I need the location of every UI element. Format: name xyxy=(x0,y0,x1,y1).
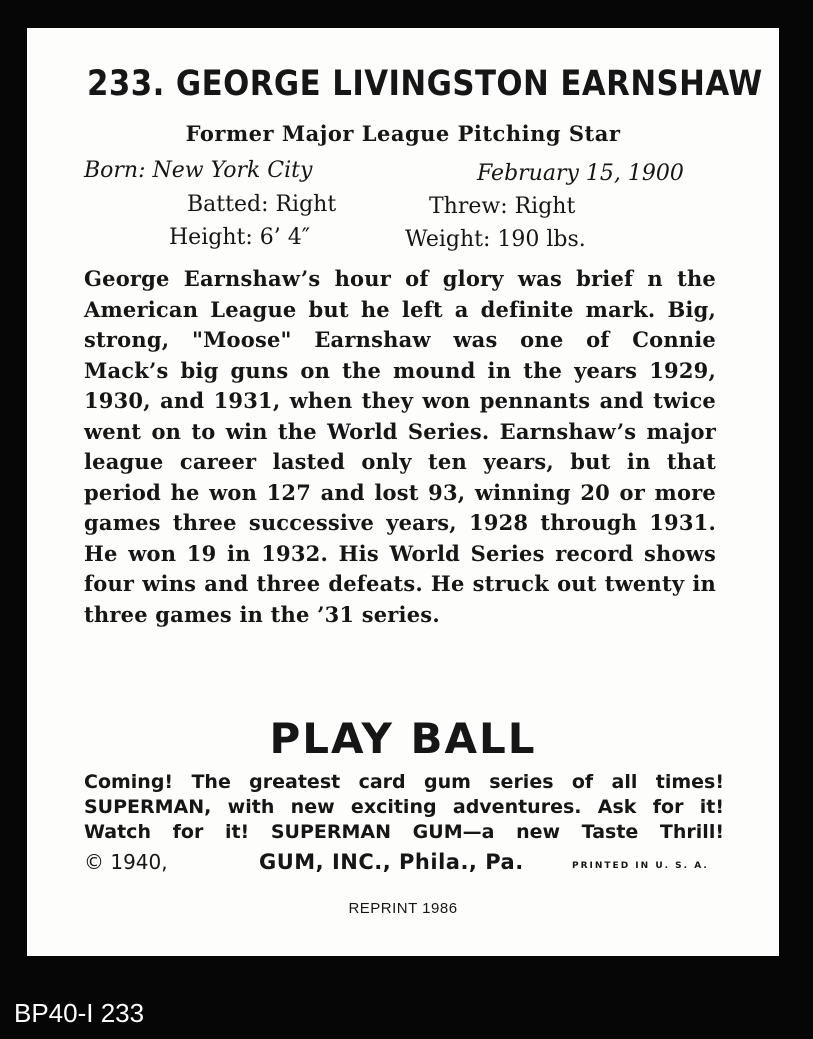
height: Height: 6’ 4″ xyxy=(169,225,310,250)
born-place: Born: New York City xyxy=(84,158,313,183)
weight: Weight: 190 lbs. xyxy=(405,227,586,252)
born-date: February 15, 1900 xyxy=(477,161,684,186)
catalog-caption: BP40-I 233 xyxy=(14,998,145,1028)
biography: George Earnshaw’s hour of glory was brief n the American League but he left a definite mark. Big, strong, "Moose" Earnshaw was one of Connie Mack’s big guns on the mound in the years 1929, 1930, and 1931, when they won pennants and twice went on to win the World Series. Earnshaw’s major league career lasted only ten years, but in that period he won 127 and lost 93, winning 20 or more games three successive years, 1928 through 1931. He won 19 in 1932. His World Series record shows four wins and three defeats. He struck out twenty in three games in the ’31 series. xyxy=(84,266,716,627)
promo-text xyxy=(84,770,724,845)
batted: Batted: Right xyxy=(187,192,337,217)
reprint-note: REPRINT 1986 xyxy=(348,900,458,917)
promo-line: Watch for it! SUPERMAN GUM—a new Taste Thrill! xyxy=(84,821,724,843)
copyright: © 1940, xyxy=(84,850,168,874)
card-subtitle: Former Major League Pitching Star xyxy=(185,121,621,146)
threw: Threw: Right xyxy=(429,194,576,219)
play-ball-heading: PLAY BALL xyxy=(269,714,537,763)
card-title: 233. GEORGE LIVINGSTON EARNSHAW xyxy=(87,64,763,104)
promo-line: Coming! The greatest card gum series of all times! xyxy=(84,771,724,793)
promo-line: SUPERMAN, with new exciting adventures. Ask for it! xyxy=(84,796,724,818)
card-back xyxy=(27,28,779,956)
company: GUM, INC., Phila., Pa. xyxy=(259,850,524,874)
printed-in: PRINTED IN U. S. A. xyxy=(572,861,709,871)
